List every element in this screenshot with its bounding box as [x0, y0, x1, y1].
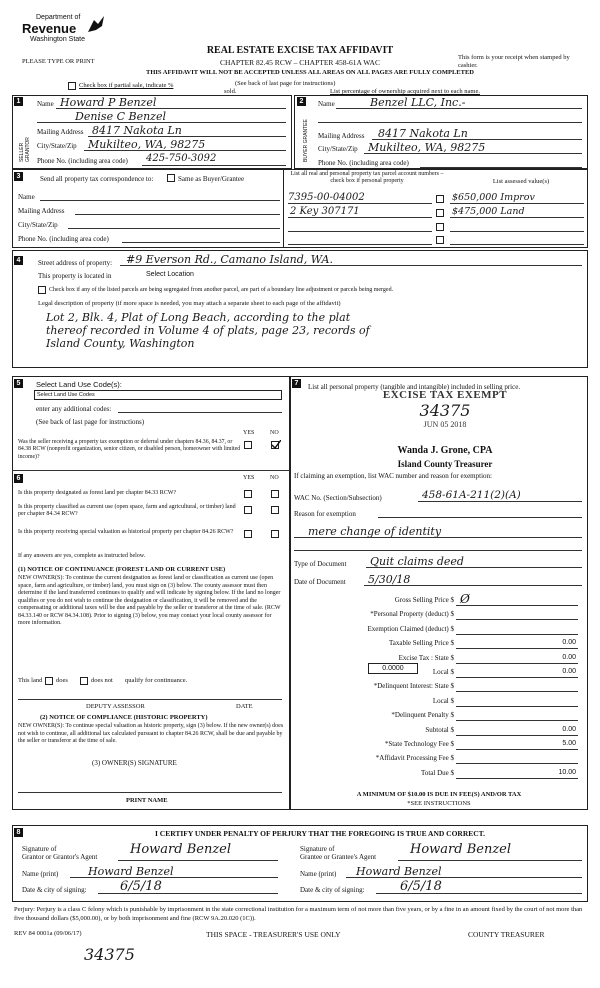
checkmark-icon — [271, 440, 281, 450]
assessed-1[interactable]: $650,000 Improv — [452, 192, 535, 203]
tax-row — [294, 654, 584, 666]
compliance-title: (2) NOTICE OF COMPLIANCE (HISTORIC PROPERTY) — [40, 714, 208, 721]
grantor-print-label: Name (print) — [22, 870, 59, 878]
tax-row — [294, 592, 584, 608]
s5-see-back: (See back of last page for instructions) — [36, 418, 145, 426]
seller-mailing-label: Mailing Address — [37, 128, 84, 136]
tax-row-value[interactable]: 5.00 — [562, 740, 576, 747]
parcel-2[interactable]: 2 Key 307171 — [290, 206, 360, 217]
land-use-select: Select Land Use Codes — [37, 392, 95, 398]
grantor-print[interactable]: Howard Benzel — [88, 865, 174, 878]
logo-bird-icon — [86, 14, 108, 34]
tax-row-value[interactable]: 0.00 — [562, 726, 576, 733]
date-label-6: DATE — [236, 703, 253, 710]
tax-row-line — [456, 763, 578, 764]
forest-no-checkbox[interactable] — [271, 490, 279, 498]
same-as-buyer-label: Same as Buyer/Grantee — [178, 175, 245, 183]
same-as-buyer-checkbox[interactable] — [167, 174, 175, 182]
buyer-city-label: City/State/Zip — [318, 145, 358, 153]
tax-row-line — [456, 706, 578, 707]
seller-vertical-label: SELLER GRANTOR — [19, 137, 31, 162]
print-name-label: PRINT NAME — [126, 797, 168, 804]
s3-mailing-label: Mailing Address — [18, 207, 65, 215]
parcel-3-personal-checkbox[interactable] — [436, 223, 444, 231]
tax-row-value[interactable]: 0.00 — [562, 668, 576, 675]
grantor-date[interactable]: 6/5/18 — [120, 879, 162, 894]
segregated-label: Check box if any of the listed parcels are being segregated from another parcel, are part of a boundary line adjustment or parcels being merged. — [49, 287, 394, 293]
tax-row — [294, 682, 584, 694]
stamp-title: EXCISE TAX EXEMPT — [382, 389, 508, 401]
located-label: This property is located in — [38, 272, 112, 280]
tax-row — [294, 726, 584, 738]
section-4-number: 4 — [14, 256, 23, 265]
seller-city[interactable]: Mukilteo, WA, 98275 — [88, 138, 206, 151]
deputy-assessor-label: DEPUTY ASSESSOR — [86, 703, 145, 710]
seller-mailing[interactable]: 8417 Nakota Ln — [92, 124, 182, 137]
local-rate: 0.0000 — [382, 665, 404, 672]
historic-yes-checkbox[interactable] — [244, 530, 252, 538]
form-warning: THIS AFFIDAVIT WILL NOT BE ACCEPTED UNLESS ALL AREAS ON ALL PAGES ARE FULLY COMPLETED — [146, 69, 474, 76]
assessed-header: List assessed value(s) — [492, 178, 550, 185]
partial-sale-label: Check box if partial sale, indicate % — [79, 82, 174, 89]
street-address[interactable]: #9 Everson Rd., Camano Island, WA. — [126, 253, 333, 266]
tax-row-label: *Delinquent Penalty $ — [391, 711, 454, 719]
grantee-sig-label2: Grantee or Grantee's Agent — [300, 853, 377, 861]
dor-logo — [22, 14, 122, 54]
partial-sale-checkbox[interactable] — [68, 82, 76, 90]
buyer-city[interactable]: Mukilteo, WA, 98275 — [368, 141, 486, 154]
treasurer-title: Island County Treasurer — [397, 459, 493, 469]
percentage-note: List percentage of ownership acquired next to each name. — [330, 88, 480, 95]
tax-row-value[interactable]: 0.00 — [562, 654, 576, 661]
exemption-question: Was the seller receiving a property tax exemption or deferral under chapters 84.36, 84.37, or 84.38 RCW (nonprofit organization, senior citizen, or disabled person, homeowner with limited income)? — [18, 439, 241, 460]
tax-row-label: Taxable Selling Price $ — [388, 639, 454, 647]
seller-phone-label: Phone No. (including area code) — [37, 157, 128, 165]
tax-row-line — [456, 720, 578, 721]
section-4 — [12, 250, 588, 368]
legal-line-3[interactable]: Island County, Washington — [46, 337, 195, 350]
qualify-label: qualify for continuance. — [125, 677, 188, 684]
treasurer-name: Wanda J. Grone, CPA — [397, 445, 493, 456]
doc-type[interactable]: Quit claims deed — [370, 555, 464, 568]
tax-row-line — [456, 749, 578, 750]
s3-name-label: Name — [18, 193, 35, 201]
county-treasurer: COUNTY TREASURER — [468, 930, 545, 939]
grantor-signature[interactable]: Howard Benzel — [130, 842, 232, 857]
tax-row-label: Exemption Claimed (deduct) $ — [367, 625, 454, 633]
dept-line3: Washington State — [30, 36, 85, 43]
owner-signature-label: (3) OWNER(S) SIGNATURE — [92, 759, 177, 767]
tax-row-value[interactable]: 10.00 — [558, 769, 576, 776]
receipt-note: This form is your receipt when stamped by cashier. — [458, 54, 570, 69]
wac-label: WAC No. (Section/Subsection) — [294, 494, 382, 502]
tax-row-line — [456, 619, 578, 620]
segregated-checkbox[interactable] — [38, 286, 46, 294]
this-land-label: This land — [18, 677, 43, 684]
parcel-1-personal-checkbox[interactable] — [436, 195, 444, 203]
seller-phone[interactable]: 425-750-3092 — [146, 153, 217, 164]
tax-row-label: Total Due $ — [421, 769, 454, 777]
section-7-number: 7 — [292, 379, 301, 388]
excise-exempt-stamp — [360, 389, 530, 429]
section-8-number: 8 — [14, 828, 23, 837]
section-1-number: 1 — [14, 97, 23, 106]
no-header-5: NO — [270, 430, 279, 436]
doc-date[interactable]: 5/30/18 — [368, 573, 411, 586]
exemption-yes-checkbox[interactable] — [244, 441, 252, 449]
street-label: Street address of property: — [38, 259, 113, 267]
buyer-phone-label: Phone No. (including area code) — [318, 159, 409, 167]
buyer-vertical-label: BUYER GRANTEE — [303, 119, 309, 162]
grantee-print[interactable]: Howard Benzel — [356, 865, 442, 878]
tax-row-label: *Affidavit Processing Fee $ — [375, 754, 454, 762]
historic-question: Is this property receiving special valuation as historical property per chapter 84.26 RCW? — [18, 529, 234, 535]
sold-label: sold. — [224, 88, 237, 95]
tax-row-line — [456, 677, 578, 678]
tax-row-label: Subtotal $ — [425, 726, 454, 734]
compliance-body: NEW OWNER(S): To continue special valuation as historic property, sign (3) below. If the new owner(s) does not wish to continue, all additional tax calculated pursuant to chapter 84.26 RCW, shall be due and payable by the seller or transferor at the time of sale. — [18, 723, 284, 744]
if-yes-note: If any answers are yes, complete as instructed below. — [18, 553, 146, 559]
current-use-no-checkbox[interactable] — [271, 506, 279, 514]
personal-property-label: List all personal property (tangible and intangible) included in selling price. — [308, 383, 521, 391]
current-use-question: Is this property classified as current use (open space, farm and agricultural, or timber) land per chapter 84.34 RCW? — [18, 504, 236, 518]
wac-number[interactable]: 458-61A-211(2)(A) — [422, 489, 521, 501]
located-select[interactable]: Select Location — [146, 271, 194, 278]
dept-line1: Department of — [36, 14, 81, 21]
s3-phone-label: Phone No. (including area code) — [18, 235, 109, 243]
tax-row-label: Local $ — [432, 668, 454, 676]
land-use-label: Select Land Use Code(s): — [36, 380, 122, 389]
legal-line-1[interactable]: Lot 2, Blk. 4, Plat of Long Beach, according to the plat — [46, 311, 351, 324]
does-label: does — [56, 677, 68, 684]
continuance-title: (1) NOTICE OF CONTINUANCE (FOREST LAND OR CURRENT USE) — [18, 566, 226, 573]
no-header-6: NO — [270, 475, 279, 481]
assessed-2[interactable]: $475,000 Land — [452, 206, 525, 217]
minimum-due: A MINIMUM OF $10.00 IS DUE IN FEE(S) AND/OR TAX — [356, 791, 522, 798]
buyer-mailing-label: Mailing Address — [318, 132, 365, 140]
tax-row-value[interactable]: Ø — [460, 592, 470, 606]
see-back-header: (See back of last page for instructions) — [235, 80, 336, 87]
tax-row-line — [456, 663, 578, 664]
grantee-date-label: Date & city of signing: — [300, 886, 365, 894]
parcel-1[interactable]: 7395-00-04002 — [288, 192, 365, 203]
tax-row — [294, 740, 584, 752]
grantee-sig-label1: Signature of — [300, 845, 335, 853]
tax-row-line — [456, 778, 578, 779]
tax-row-line — [456, 691, 578, 692]
grantor-date-label: Date & city of signing: — [22, 886, 87, 894]
does-not-label: does not — [91, 677, 113, 684]
form-number: REV 84 0001a (09/06/17) — [14, 930, 82, 937]
section-3-number: 3 — [14, 172, 23, 181]
does-checkbox[interactable] — [45, 677, 53, 685]
grantee-signature[interactable]: Howard Benzel — [410, 842, 512, 857]
tax-row — [294, 610, 584, 622]
grantor-sig-label1: Signature of — [22, 845, 57, 853]
buyer-name[interactable]: Benzel LLC, Inc.- — [370, 96, 466, 109]
tax-row — [294, 754, 584, 766]
seller-city-label: City/State/Zip — [37, 142, 77, 150]
buyer-mailing[interactable]: 8417 Nakota Ln — [378, 127, 468, 140]
tax-row — [294, 625, 584, 637]
form-title: REAL ESTATE EXCISE TAX AFFIDAVIT — [206, 45, 394, 56]
legal-label: Legal description of property (if more space is needed, you may attach a separate sheet to each page of the affidavit) — [38, 300, 341, 307]
parcel-4-personal-checkbox[interactable] — [436, 236, 444, 244]
seller-name1[interactable]: Howard P Benzel — [60, 96, 157, 109]
tax-row-line — [456, 634, 578, 635]
tax-row-label: Excise Tax : State $ — [398, 654, 454, 662]
handwritten-number: 34375 — [84, 945, 135, 964]
yes-header-6: YES — [243, 475, 255, 481]
grantee-print-label: Name (print) — [300, 870, 337, 878]
tax-row — [294, 639, 584, 651]
additional-codes-label: enter any additional codes: — [36, 405, 112, 413]
section-2-number: 2 — [297, 97, 306, 106]
does-not-checkbox[interactable] — [80, 677, 88, 685]
continuance-body: NEW OWNER(S): To continue the current designation as forest land or classification as current use (open space, farm and agriculture, or timber) land, you must sign on (3) below. The county assessor must then determine if the land transferred continues to qualify and will indicate by signing below. If the land no longer qualifies or you do not wish to continue the designation or classification, it will be removed and the compensating or additional taxes will be due and payable by the seller or transferor at the time of sale. (RCW 84.33.140 or RCW 84.34.108). Prior to signing (3) below, you may contact your local county assessor for more information. — [18, 575, 281, 626]
see-instructions: *SEE INSTRUCTIONS — [407, 800, 471, 807]
seller-name2[interactable]: Denise C Benzel — [75, 110, 166, 123]
please-print: PLEASE TYPE OR PRINT — [22, 58, 95, 65]
send-correspondence-label: Send all property tax correspondence to: — [40, 175, 154, 183]
yes-header-5: YES — [243, 430, 255, 436]
tax-row-label: Gross Selling Price $ — [394, 596, 454, 604]
reason-label: Reason for exemption — [294, 510, 356, 518]
tax-row — [294, 697, 584, 709]
grantor-sig-label2: Grantor or Grantor's Agent — [22, 853, 98, 861]
stamp-date: JUN 05 2018 — [423, 420, 467, 429]
tax-row-label: *Personal Property (deduct) $ — [370, 610, 454, 618]
tax-row — [294, 711, 584, 723]
exemption-no-checkbox[interactable] — [271, 441, 279, 449]
tax-row-line — [456, 648, 578, 649]
exemption-reason[interactable]: mere change of identity — [308, 525, 442, 538]
land-use-select-box[interactable] — [34, 390, 282, 400]
buyer-name-label: Name — [318, 100, 335, 108]
s3-city-label: City/State/Zip — [18, 221, 58, 229]
form-chapter: CHAPTER 82.45 RCW – CHAPTER 458-61A WAC — [220, 58, 380, 67]
claim-exemption-label: If claiming an exemption, list WAC number and reason for exemption: — [294, 472, 492, 480]
stamp-number: 34375 — [419, 401, 471, 420]
doc-type-label: Type of Document — [294, 560, 347, 568]
tax-row-label: *Delinquent Interest: State $ — [373, 682, 454, 690]
tax-row-value[interactable]: 0.00 — [562, 639, 576, 646]
legal-line-2[interactable]: thereof recorded in Volume 4 of plats, page 23, records of — [46, 324, 370, 337]
forest-yes-checkbox[interactable] — [244, 490, 252, 498]
dept-line2: Revenue — [22, 21, 77, 36]
certify-statement: I CERTIFY UNDER PENALTY OF PERJURY THAT THE FOREGOING IS TRUE AND CORRECT. — [154, 829, 485, 838]
doc-date-label: Date of Document — [294, 578, 346, 586]
parcel-header: List all real and personal property tax parcel account numbers – check box if personal property — [290, 171, 444, 184]
grantee-date[interactable]: 6/5/18 — [400, 879, 442, 894]
tax-row-line — [456, 735, 578, 736]
tax-row — [294, 769, 584, 781]
treasurer-use-only: THIS SPACE - TREASURER'S USE ONLY — [206, 930, 341, 939]
current-use-yes-checkbox[interactable] — [244, 506, 252, 514]
tax-row-label: Local $ — [432, 697, 454, 705]
historic-no-checkbox[interactable] — [271, 530, 279, 538]
perjury-notice: Perjury: Perjury is a class C felony which is punishable by imprisonment in the state correctional institution for a maximum term of not more than five years, or by a fine in an amount fixed by the court of not more than five thousand dollars ($5,000.00), or by both imprisonment and fine (RCW 9A.20.020 (1C)). — [14, 906, 583, 922]
tax-row-label: *State Technology Fee $ — [384, 740, 454, 748]
tax-row — [294, 668, 584, 680]
seller-name-label: Name — [37, 100, 54, 108]
parcel-2-personal-checkbox[interactable] — [436, 209, 444, 217]
forest-question: Is this property designated as forest land per chapter 84.33 RCW? — [18, 490, 177, 496]
section-6-number: 6 — [14, 474, 23, 483]
section-5-number: 5 — [14, 379, 23, 388]
